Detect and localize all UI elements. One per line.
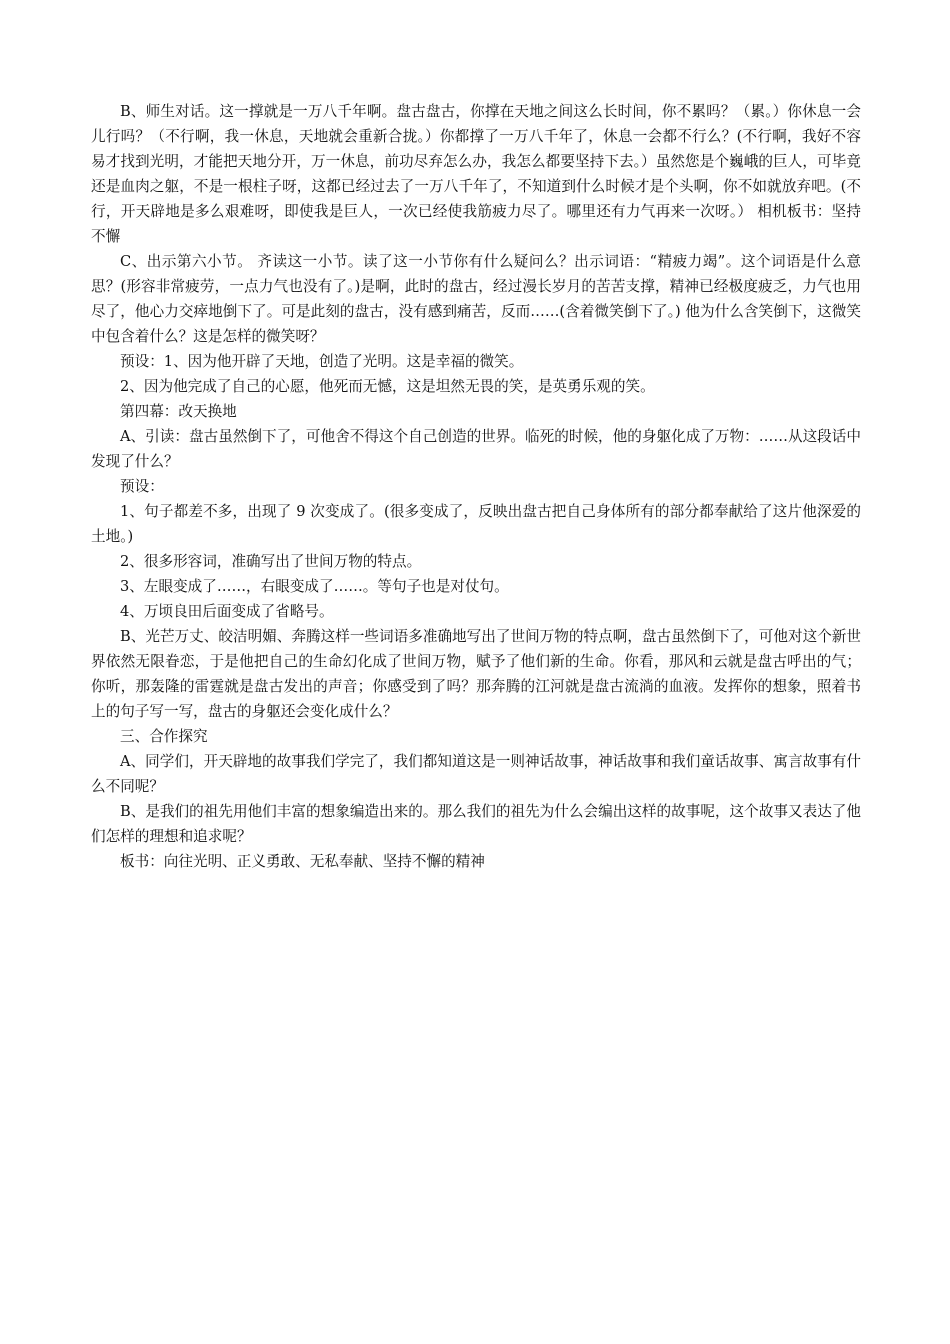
list-item-3: 3、左眼变成了……，右眼变成了……。等句子也是对仗句。: [120, 578, 509, 595]
paragraph-guided-reading: A、引读：盘古虽然倒下了，可他舍不得这个自己创造的世界。临死的时候，他的身躯化成了万物：……从这段话中发现了什么？: [91, 428, 861, 470]
list-item-2: 2、很多形容词，准确写出了世间万物的特点。: [120, 553, 422, 570]
paragraph-ancestors: B、是我们的祖先用他们丰富的想象编造出来的。那么我们的祖先为什么会编出这样的故事呢，这个故事又表达了他们怎样的理想和追求呢？: [91, 803, 861, 845]
paragraph-sixth-section: C、出示第六小节。 齐读这一小节。读了这一小节你有什么疑问么？出示词语：“精疲力竭”。这个词语是什么意思？(形容非常疲劳，一点力气也没有了。)是啊，此时的盘古，经过漫长岁月的苦苦支撑，精神已经极度疲乏，力气也用尽了，他心力交瘁地倒下了。可是此刻的盘古，没有感到痛苦，反而……(含着微笑倒下了。) 他为什么含笑倒下，这微笑中包含着什么？这是怎样的微笑呀？: [91, 253, 861, 345]
list-item-1: 1、句子都差不多，出现了 9 次变成了。(很多变成了，反映出盘古把自己身体所有的部分都奉献给了这片他深爱的土地。): [91, 503, 861, 545]
paragraph-preset-label: 预设：: [120, 478, 164, 495]
paragraph-imagination: B、光芒万丈、皎洁明媚、奔腾这样一些词语多准确地写出了世间万物的特点啊，盘古虽然倒下了，可他对这个新世界依然无限眷恋，于是他把自己的生命幻化成了世间万物，赋予了他们新的生命。你看，那风和云就是盘古呼出的气；你听，那轰隆的雷霆就是盘古发出的声音；你感受到了吗？那奔腾的江河就是盘古流淌的血液。发挥你的想象，照着书上的句子写一写，盘古的身躯还会变化成什么？: [91, 628, 861, 720]
paragraph-board-notes: 板书：向往光明、正义勇敢、无私奉献、坚持不懈的精神: [120, 853, 485, 870]
paragraph-preset-2: 2、因为他完成了自己的心愿，他死而无憾，这是坦然无畏的笑，是英勇乐观的笑。: [120, 378, 655, 395]
document-page: [91, 99, 861, 874]
list-item-4: 4、万顷良田后面变成了省略号。: [120, 603, 334, 620]
paragraph-dialogue: B、师生对话。这一撑就是一万八千年啊。盘古盘古，你撑在天地之间这么长时间，你不累吗？（累。）你休息一会儿行吗？（不行啊，我一休息，天地就会重新合拢。）你都撑了一万八千年了，休息一会都不行么？(不行啊，我好不容易才找到光明，才能把天地分开，万一休息，前功尽弃怎么办，我怎么都要坚持下去。）虽然您是个巍峨的巨人，可毕竟还是血肉之躯，不是一根柱子呀，这都已经过去了一万八千年了，不知道到什么时候才是个头啊，你不如就放弃吧。(不行，开天辟地是多么艰难呀，即使我是巨人，一次已经使我筋疲力尽了。哪里还有力气再来一次呀。） 相机板书：坚持不懈: [91, 103, 861, 245]
paragraph-myth-difference: A、同学们，开天辟地的故事我们学完了，我们都知道这是一则神话故事，神话故事和我们童话故事、寓言故事有什么不同呢？: [91, 753, 861, 795]
section-heading-act-four: 第四幕：改天换地: [120, 403, 237, 420]
section-heading-cooperative-inquiry: 三、合作探究: [120, 728, 208, 745]
paragraph-preset-1: 预设：1、因为他开辟了天地，创造了光明。这是幸福的微笑。: [120, 353, 524, 370]
